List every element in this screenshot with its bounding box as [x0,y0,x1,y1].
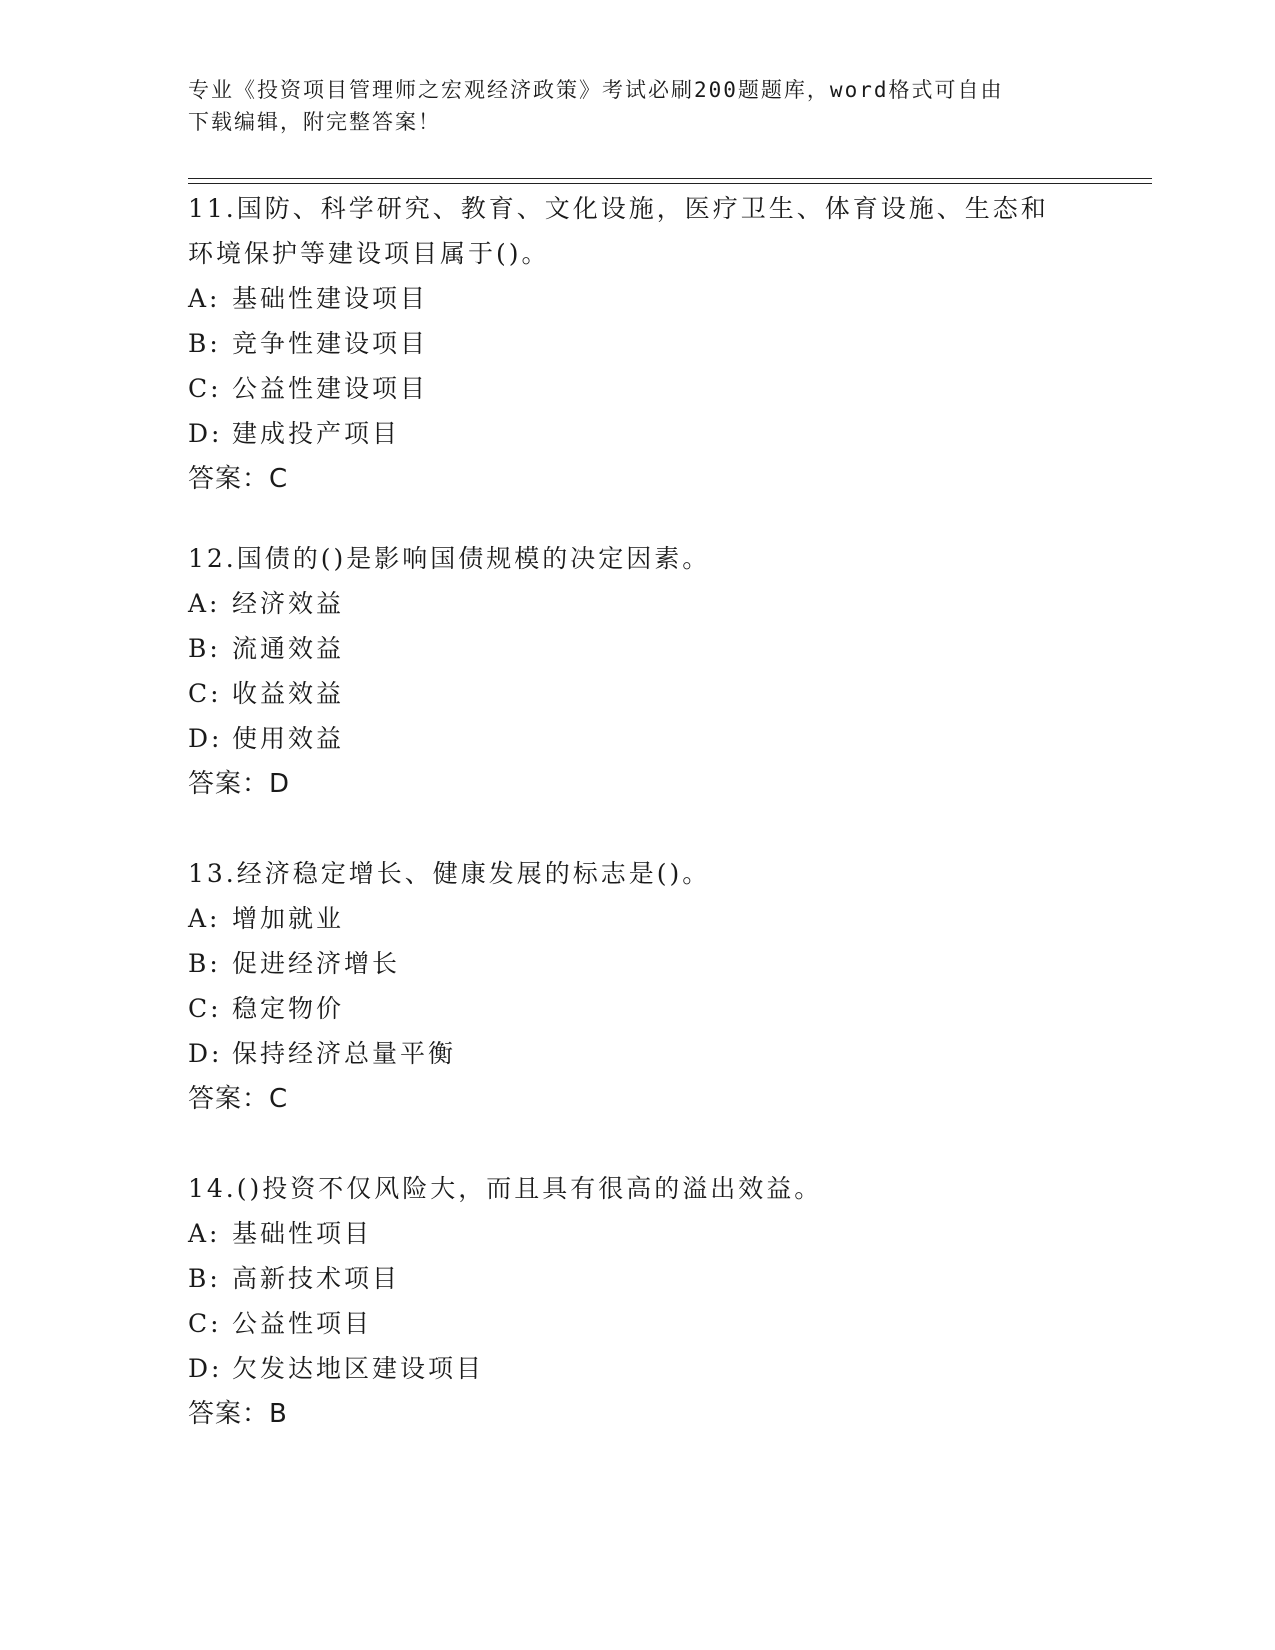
option-a [188,1211,1088,1256]
option-letter: D: [188,1039,223,1068]
header-line-2: 下载编辑，附完整答案！ [188,110,441,134]
option-a [188,896,1088,941]
option-a [188,276,1088,321]
option-b [188,626,1088,671]
option-letter: C: [188,374,222,403]
question-12 [188,536,1088,807]
option-letter: A: [188,1219,221,1248]
option-d [188,411,1088,456]
question-text-line-1: 14.()投资不仅风险大，而且具有很高的溢出效益。 [188,1174,823,1203]
header-line-1: 专业《投资项目管理师之宏观经济政策》考试必刷200题题库，word格式可自由 [188,78,1004,102]
option-letter: B: [188,329,221,358]
answer: 答案：C [188,464,289,494]
option-a [188,581,1088,626]
question-text-line-1: 12.国债的()是影响国债规模的决定因素。 [188,544,711,573]
option-c [188,366,1088,411]
question-text-line-1: 13.经济稳定增长、健康发展的标志是()。 [188,859,711,888]
option-text: 高新技术项目 [232,1264,401,1293]
option-text: 使用效益 [232,724,345,753]
option-text: 公益性项目 [232,1309,373,1338]
option-text: 公益性建设项目 [232,374,429,403]
option-b [188,941,1088,986]
option-text: 基础性项目 [232,1219,373,1248]
option-b [188,1256,1088,1301]
header-divider-top [188,178,1152,179]
option-d [188,1031,1088,1076]
option-letter: D: [188,724,223,753]
option-letter: D: [188,419,223,448]
answer: 答案：C [188,1084,289,1114]
option-text: 经济效益 [232,589,345,618]
question-14 [188,1166,1088,1437]
option-text: 促进经济增长 [232,949,401,978]
option-text: 基础性建设项目 [232,284,429,313]
question-text-line-2: 环境保护等建设项目属于()。 [188,239,550,268]
option-c [188,986,1088,1031]
option-b [188,321,1088,366]
option-letter: C: [188,994,222,1023]
option-letter: C: [188,1309,222,1338]
option-letter: A: [188,904,221,933]
option-letter: B: [188,1264,221,1293]
option-text: 保持经济总量平衡 [232,1039,457,1068]
question-13 [188,851,1088,1122]
document-header [188,74,1088,138]
option-d [188,716,1088,761]
option-text: 收益效益 [232,679,345,708]
option-letter: B: [188,949,221,978]
option-text: 竞争性建设项目 [232,329,429,358]
header-divider-bottom [188,183,1152,184]
option-letter: D: [188,1354,223,1383]
option-letter: C: [188,679,222,708]
answer: 答案：B [188,1399,288,1429]
option-text: 增加就业 [232,904,345,933]
question-text-line-1: 11.国防、科学研究、教育、文化设施，医疗卫生、体育设施、生态和 [188,194,1049,223]
option-letter: A: [188,589,221,618]
option-letter: A: [188,284,221,313]
option-text: 欠发达地区建设项目 [232,1354,485,1383]
answer: 答案：D [188,769,291,799]
option-text: 流通效益 [232,634,345,663]
option-c [188,1301,1088,1346]
question-11 [188,186,1088,502]
option-d [188,1346,1088,1391]
option-letter: B: [188,634,221,663]
option-c [188,671,1088,716]
option-text: 建成投产项目 [232,419,401,448]
option-text: 稳定物价 [232,994,345,1023]
